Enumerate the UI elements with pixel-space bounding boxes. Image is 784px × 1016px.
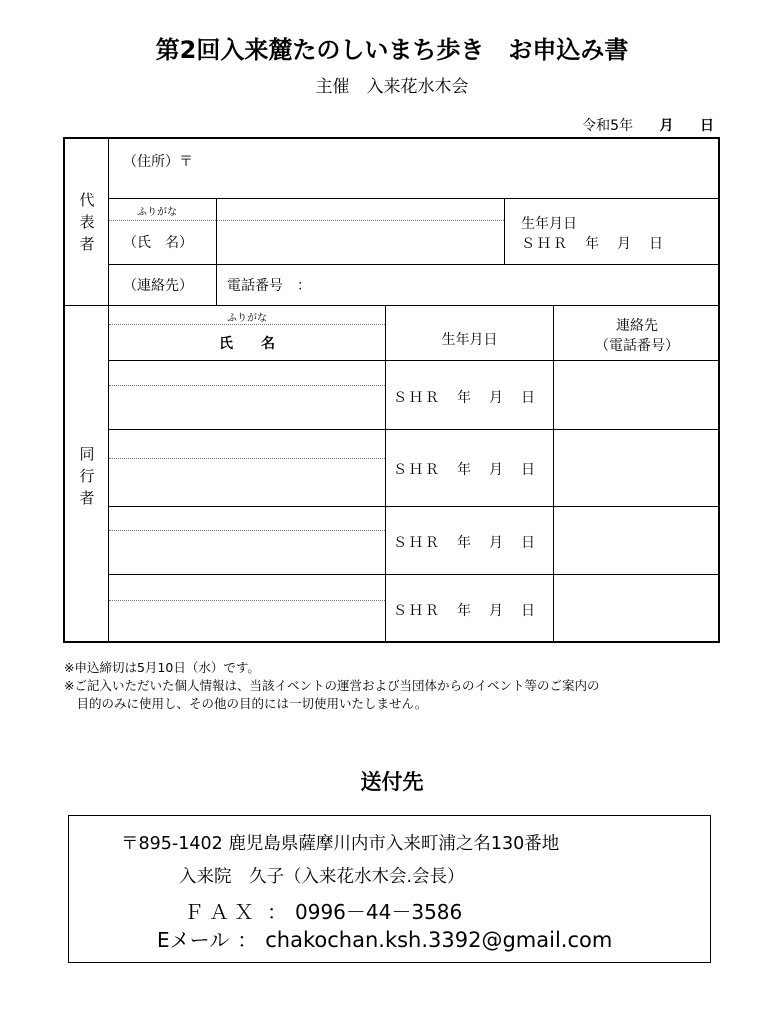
email-label: Eメール [157,928,230,952]
fax-number: 0996－44－3586 [295,900,463,924]
fax-label: ＦＡＸ [184,900,259,924]
date-month: 月 [659,118,674,134]
email-line: Eメール ： chakochan.ksh.3392@gmail.com [157,928,613,952]
send-to-heading: 送付先 [360,770,424,794]
note-deadline: ※申込締切は5月10日（水）です。 [64,660,260,675]
companion-row-1-birth: ＳＨＲ 年 月 日 [393,390,537,406]
note-privacy: ※ご記入いただいた個人情報は、当該イベントの運営および当団体からのイベント等のご案内の [64,678,600,693]
companion-row-3-birth: ＳＨＲ 年 月 日 [393,535,537,551]
section-divider [108,139,109,643]
companions-label: 同 行 者 [79,445,95,507]
rep-birth-era: ＳＨＲ 年 月 日 [521,236,665,252]
application-form [63,137,720,643]
notes [64,659,599,713]
date-day: 日 [700,118,714,134]
companion-furigana-header: ふりがな [227,313,267,324]
recipient: 入来院 久子（入来花水木会.会長） [179,867,465,887]
rep-name-label: （氏 名） [123,235,193,251]
note-privacy-cont: 目的のみに使用し、その他の目的には一切使用いたしません。 [64,696,428,711]
rep-furigana-label: ふりがな [137,207,177,218]
companion-row-3-furigana-line [109,530,385,531]
form-title: 第2回入来麓たのしいまち歩き お申込み書 [155,36,629,64]
companion-row-1-furigana-line [109,385,385,386]
application-date [582,115,714,135]
companion-contact-header: 連絡先 （電話番号） [595,318,679,354]
phone-label: 電話番号 ： [227,278,311,294]
companion-birth-header: 生年月日 [441,332,498,348]
date-era: 令和5年 [582,118,634,134]
representative-label: 代 表 者 [79,191,95,253]
email-address: chakochan.ksh.3392@gmail.com [265,928,613,952]
companion-row-2-birth: ＳＨＲ 年 月 日 [393,462,537,478]
fax-line: ＦＡＸ ： 0996－44－3586 [184,896,462,925]
organizer: 主催 入来花水木会 [315,77,469,97]
address-label: （住所）〒 [123,154,193,170]
companion-row-2-furigana-line [109,458,385,459]
postal-address: 〒895-1402 鹿児島県薩摩川内市入来町浦之名130番地 [121,834,560,854]
companion-name-header: 氏 名 [219,336,275,352]
rep-birth-label: 生年月日 [521,216,577,232]
contact-label: （連絡先） [123,278,193,294]
send-to-box [68,815,711,963]
companion-row-4-birth: ＳＨＲ 年 月 日 [393,603,537,619]
companion-row-4-furigana-line [109,600,385,601]
